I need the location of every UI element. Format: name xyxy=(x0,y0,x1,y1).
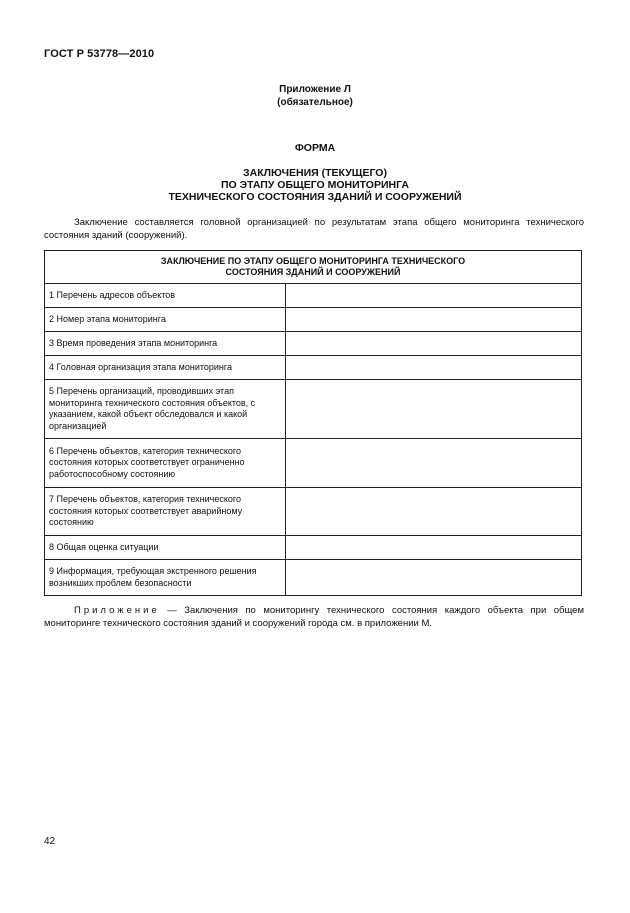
row-value xyxy=(285,284,581,308)
appendix-heading xyxy=(0,83,630,109)
document-code: ГОСТ Р 53778—2010 xyxy=(44,48,155,60)
row-label: 8 Общая оценка ситуации xyxy=(45,536,286,560)
conclusion-title-line1: ЗАКЛЮЧЕНИЯ (ТЕКУЩЕГО) xyxy=(243,167,387,179)
row-value xyxy=(285,488,581,536)
table-header-line1: ЗАКЛЮЧЕНИЕ ПО ЭТАПУ ОБЩЕГО МОНИТОРИНГА ТЕХНИЧЕСКОГО xyxy=(160,255,466,266)
row-value xyxy=(285,380,581,439)
conclusion-form-table xyxy=(44,250,582,596)
appendix-status: (обязательное) xyxy=(277,97,353,108)
table-row xyxy=(45,284,582,308)
row-value xyxy=(285,356,581,380)
table-header-row xyxy=(45,251,582,284)
row-label: 9 Информация, требующая экстренного решения возникших проблем безопасности xyxy=(45,560,286,596)
table-header xyxy=(45,251,582,284)
row-label: 3 Время проведения этапа мониторинга xyxy=(45,332,286,356)
conclusion-title-line2: ПО ЭТАПУ ОБЩЕГО МОНИТОРИНГА xyxy=(221,179,409,191)
row-label: 1 Перечень адресов объектов xyxy=(45,284,286,308)
form-title: ФОРМА xyxy=(294,142,336,154)
page-number: 42 xyxy=(44,836,56,847)
row-value xyxy=(285,536,581,560)
note-label: Приложение xyxy=(74,605,160,616)
row-value xyxy=(285,332,581,356)
table-row xyxy=(45,439,582,488)
table-row xyxy=(45,536,582,560)
table-row xyxy=(45,356,582,380)
table-row xyxy=(45,308,582,332)
appendix-title: Приложение Л xyxy=(279,84,351,95)
table-row xyxy=(45,332,582,356)
note-paragraph xyxy=(44,605,584,630)
row-label: 2 Номер этапа мониторинга xyxy=(45,308,286,332)
row-label: 4 Головная организация этапа мониторинга xyxy=(45,356,286,380)
row-value xyxy=(285,308,581,332)
table-row xyxy=(45,560,582,596)
intro-paragraph: Заключение составляется головной организацией по результатам этапа общего мониторинга технического состояния зданий (сооружений). xyxy=(44,217,584,241)
note-text: — Заключения по мониторингу технического состояния каждого объекта при общем мониторинге технического состояния зданий и сооружений города см. в приложении М. xyxy=(44,605,584,629)
row-value xyxy=(285,439,581,488)
row-label: 5 Перечень организаций, проводивших этап мониторинга технического состояния объектов, с указанием, какой объект обследовался и какой организацией xyxy=(45,380,286,439)
row-value xyxy=(285,560,581,596)
row-label: 6 Перечень объектов, категория технического состояния которых соответствует ограниченно работоспособному состоянию xyxy=(45,439,286,488)
conclusion-title xyxy=(0,167,630,203)
conclusion-title-line3: ТЕХНИЧЕСКОГО СОСТОЯНИЯ ЗДАНИЙ И СООРУЖЕНИЙ xyxy=(168,191,462,203)
table-row xyxy=(45,380,582,439)
table-header-line2: СОСТОЯНИЯ ЗДАНИЙ И СООРУЖЕНИЙ xyxy=(225,267,401,277)
table-row xyxy=(45,488,582,536)
row-label: 7 Перечень объектов, категория технического состояния которых соответствует аварийному состоянию xyxy=(45,488,286,536)
